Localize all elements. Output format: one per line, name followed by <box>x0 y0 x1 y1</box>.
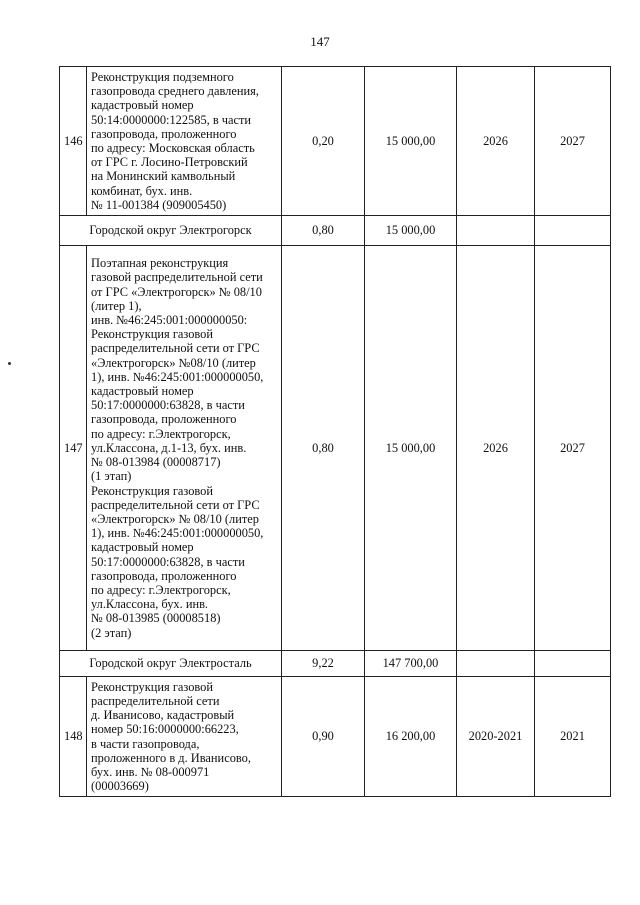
district-length-total: 9,22 <box>282 651 365 677</box>
start-year: 2020-2021 <box>457 677 535 797</box>
district-name: Городской округ Электросталь <box>60 651 282 677</box>
object-description: Поэтапная реконструкция газовой распределительной сети от ГРС «Электрогорск» № 08/10 (литер 1), инв. №46:245:001:000000050: Реконструкция газовой распределительной сети от ГРС «Электрогорск» №08/10 (литер 1), инв. №46:245:001:000000050, кадастровый номер 50:17:0000000:63828, в части газопровода, проложенного по адресу: г.Электрогорск, ул.Классона, д.1-13, бух. инв. № 08-013984 (00008717) (1 этап) Реконструкция газовой распределительной сети от ГРС «Электрогорск» № 08/10 (литер 1), инв. №46:245:001:000000050, кадастровый номер 50:17:0000000:63828, в части газопровода, проложенного по адресу: г.Электрогорск, ул.Классона, бух. инв. № 08-013985 (00008518) (2 этап) <box>87 246 282 651</box>
row-number: 146 <box>60 67 87 216</box>
investment-program-table <box>59 66 611 797</box>
table-row-148 <box>60 677 611 797</box>
district-name: Городской округ Электрогорск <box>60 216 282 246</box>
district-cost-total: 15 000,00 <box>365 216 457 246</box>
object-description: Реконструкция газовой распределительной сети д. Иванисово, кадастровый номер 50:16:0000000:66223, в части газопровода, проложенного в д. Иванисово, бух. инв. № 08-000971 (00003669) <box>87 677 282 797</box>
pipeline-length: 0,90 <box>282 677 365 797</box>
end-year: 2027 <box>535 67 611 216</box>
empty-cell <box>535 651 611 677</box>
row-number: 147 <box>60 246 87 651</box>
page-number: 147 <box>310 34 330 49</box>
cost-value: 15 000,00 <box>365 246 457 651</box>
pipeline-length: 0,20 <box>282 67 365 216</box>
row-number: 148 <box>60 677 87 797</box>
table-row-146 <box>60 67 611 216</box>
scan-artifact-dot <box>8 362 11 365</box>
start-year: 2026 <box>457 67 535 216</box>
district-cost-total: 147 700,00 <box>365 651 457 677</box>
group-row-elektrogorsk <box>60 216 611 246</box>
pipeline-length: 0,80 <box>282 246 365 651</box>
end-year: 2027 <box>535 246 611 651</box>
end-year: 2021 <box>535 677 611 797</box>
cost-value: 15 000,00 <box>365 67 457 216</box>
object-description: Реконструкция подземного газопровода среднего давления, кадастровый номер 50:14:0000000:122585, в части газопровода, проложенного по адресу: Московская область от ГРС г. Лосино-Петровский на Монинский камвольный комбинат, бух. инв. № 11-001384 (909005450) <box>87 67 282 216</box>
empty-cell <box>457 651 535 677</box>
start-year: 2026 <box>457 246 535 651</box>
empty-cell <box>457 216 535 246</box>
table-row-147 <box>60 246 611 651</box>
group-row-elektrostal <box>60 651 611 677</box>
cost-value: 16 200,00 <box>365 677 457 797</box>
district-length-total: 0,80 <box>282 216 365 246</box>
empty-cell <box>535 216 611 246</box>
